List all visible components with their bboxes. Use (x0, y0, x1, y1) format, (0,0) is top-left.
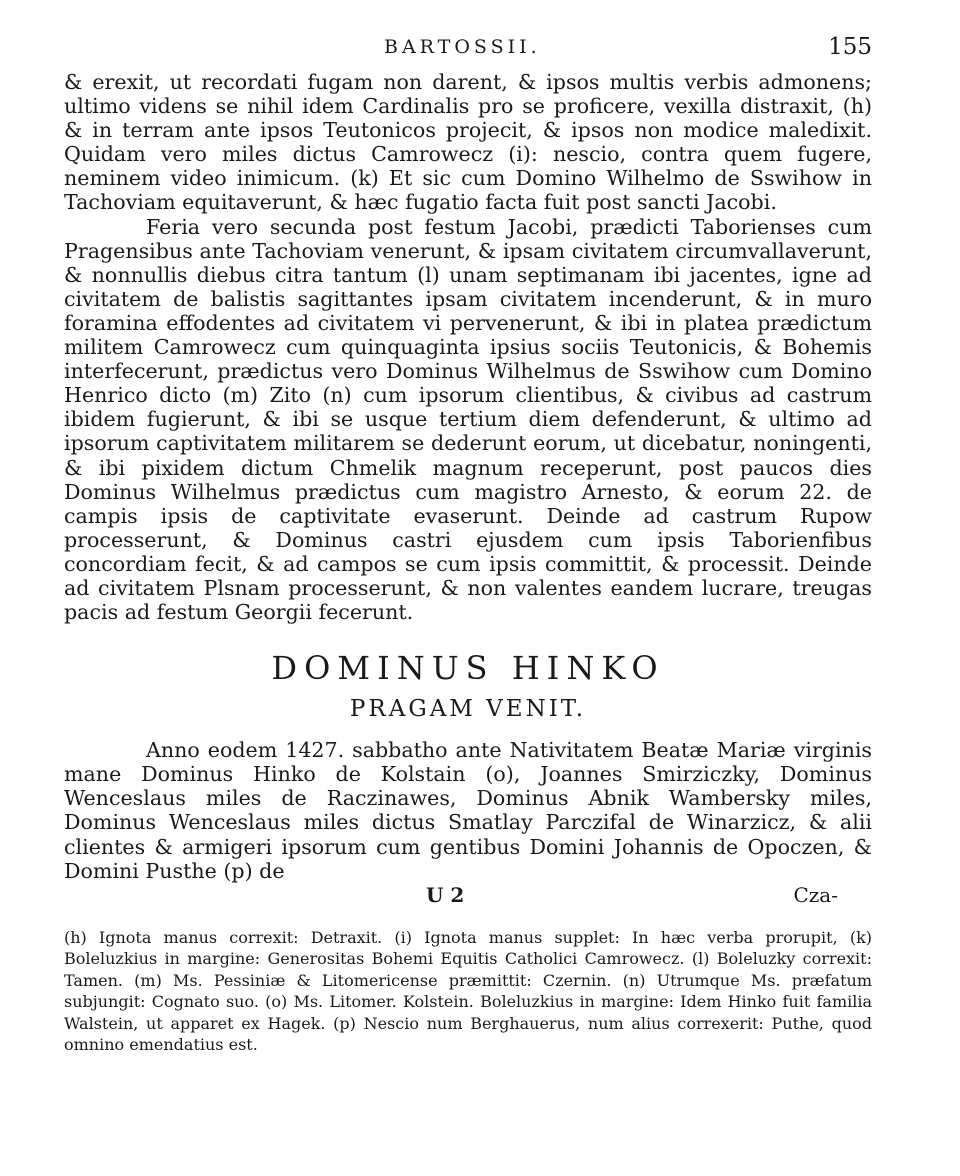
page-number: 155 (828, 34, 872, 60)
main-text (64, 70, 872, 624)
paragraph-siege-of-tachov: Feria vero secunda post festum Jacobi, prædicti Taborienses cum Pragensibus ante Tachoviam venerunt, & ipsam civitatem circumvallaverunt, & nonnullis diebus citra tantum (l) unam septimanam ibi jacentes, igne ad civitatem de balistis sagittantes ipsam civitatem incenderunt, & in muro foramina effodentes ad civitatem vi pervenerunt, & ibi in platea prædictum militem Camrowecz cum quinquaginta ipsius sociis Teutonicis, & Bohemis interfecerunt, prædictus vero Dominus Wilhelmus de Sswihow cum Domino Henrico dicto (m) Zito (n) cum ipsorum clientibus, & civibus ad castrum ibidem fugierunt, & ibi se usque tertium diem defenderunt, & ultimo ad ipsorum captivitatem militarem se dederunt eorum, ut dicebatur, noningenti, & ibi pixidem dictum Chmelik magnum receperunt, post paucos dies Dominus Wilhelmus prædictus cum magistro Arnesto, & eorum 22. de campis ipsis de captivitate evaserunt. Deinde ad castrum Rupow processerunt, & Dominus castri ejusdem cum ipsis Taborienfibus concordiam fecit, & ad campos se cum ipsis committit, & processit. Deinde ad civitatem Plsnam processerunt, & non valentes eandem lucrare, treugas pacis ad festum Georgii fecerunt. (64, 214, 872, 625)
page-content (64, 30, 872, 1150)
paragraph-continuation: & erexit, ut recordati fugam non darent, & ipsos multis verbis admonens; ultimo videns se nihil idem Cardinalis pro se proficere, vexilla distraxit, (h) & in terram ante ipsos Teutonicos projecit, & ipsos non modice maledixit. Quidam vero miles dictus Camrowecz (i): nescio, contra quem fugere, neminem video inimicum. (k) Et sic cum Domino Wilhelmo de Sswihow in Tachoviam equitaverunt, & hæc fugatio facta fuit post sancti Jacobi. (64, 70, 872, 215)
catchword: Cza- (793, 882, 838, 907)
section-text (64, 738, 872, 883)
signature-mark: U 2 (426, 882, 465, 907)
running-head (64, 30, 872, 70)
section-subheading: PRAGAM VENIT. (349, 696, 587, 723)
footnote-separator (64, 909, 872, 927)
paragraph-hinko: Anno eodem 1427. sabbatho ante Nativitatem Beatæ Mariæ virginis mane Dominus Hinko de Kolstain (o), Joannes Smirziczky, Dominus Wenceslaus miles de Raczinawes, Dominus Abnik Wambersky miles, Dominus Wenceslaus miles dictus Smatlay Parczifal de Winarzicz, & alii clientes & armigeri ipsorum cum gentibus Domini Johannis de Opoczen, & Domini Pusthe (p) de (64, 738, 872, 883)
section-heading: DOMINUS HINKO (271, 649, 665, 688)
running-title: BARTOSSII. (384, 36, 541, 58)
signature-row (64, 883, 872, 909)
footnotes (64, 927, 872, 1056)
footnotes-text: (h) Ignota manus correxit: Detraxit. (i) Ignota manus supplet: In hæc verba prorupit, (k) Boleluzkius in margine: Generositas Bohemi Equitis Catholici Camrowecz. (l) Boleluzky correxit: Tamen. (m) Ms. Pessiniæ & Litomericense præmittit: Czernin. (n) Utrumque Ms. præfatum subjungit: Cognato suo. (o) Ms. Litomer. Kolstein. Boleluzkius in margine: Idem Hinko fuit familia Walstein, ut apparet ex Hagek. (p) Nescio num Berghauerus, num alius correxerit: Puthe, quod omnino emendatius est. (64, 927, 872, 1055)
